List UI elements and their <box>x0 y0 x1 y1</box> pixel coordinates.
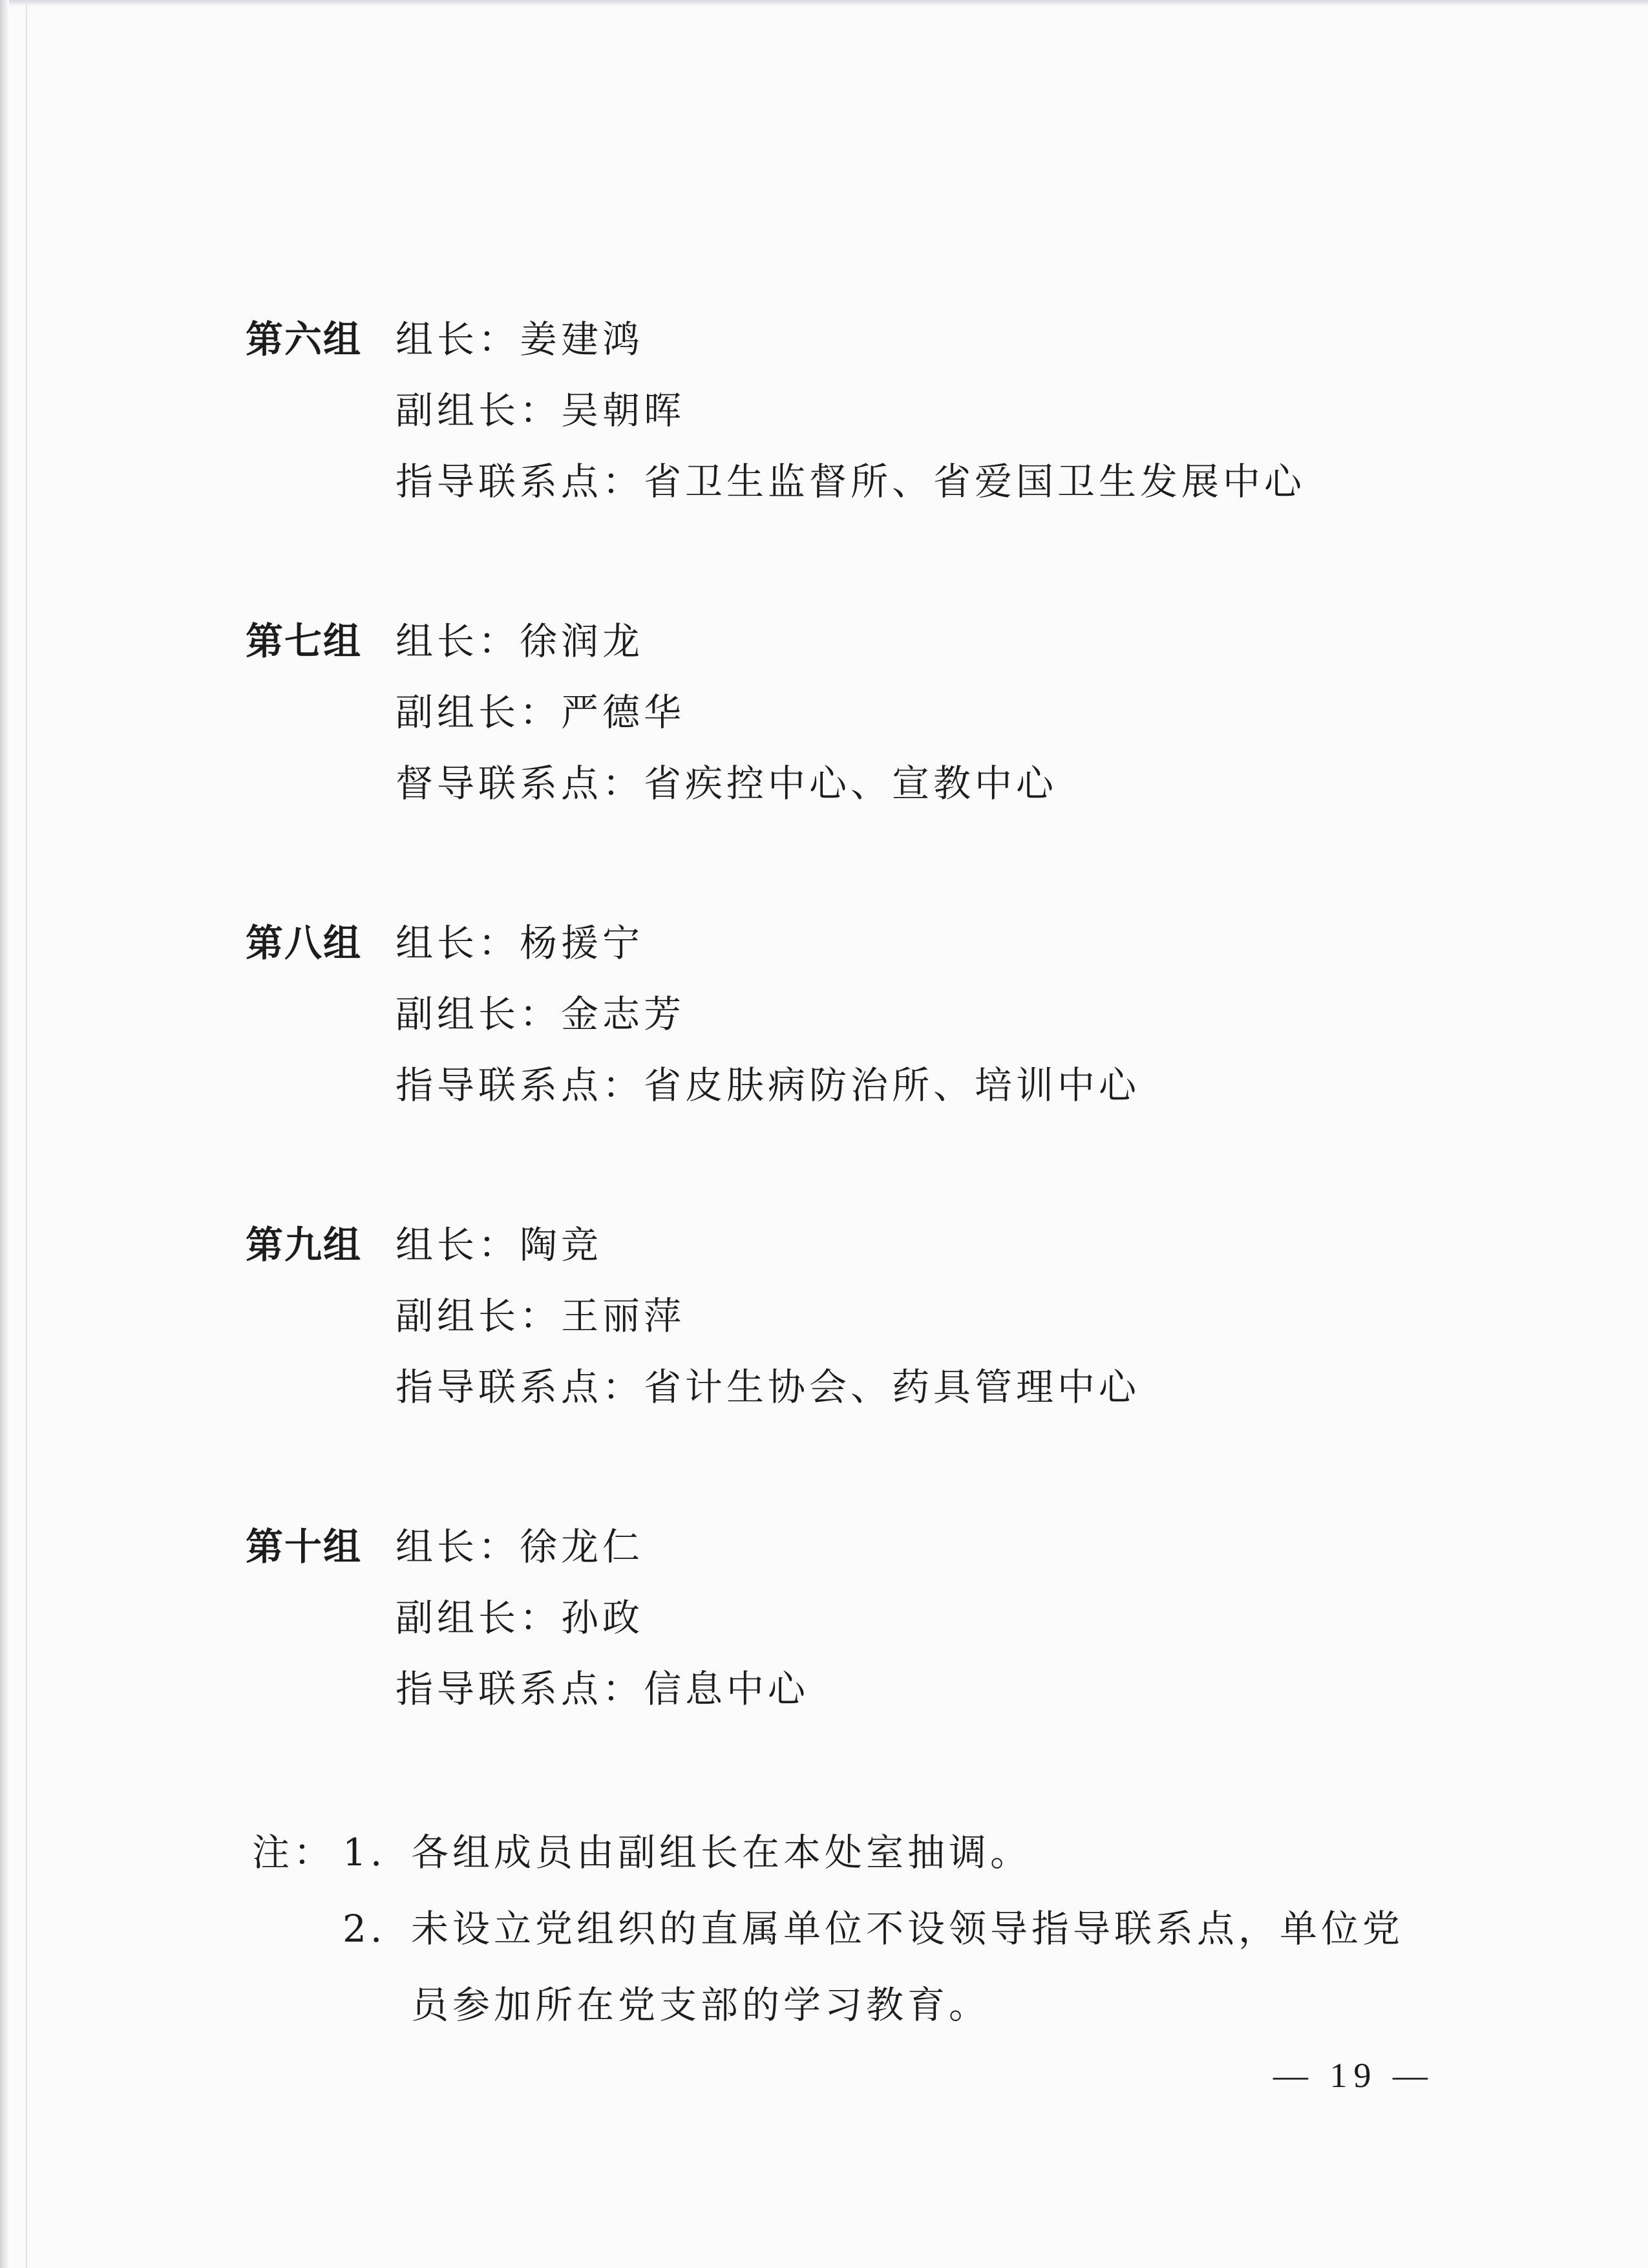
note-item-2 <box>252 1891 1480 1967</box>
group-contact: 指导联系点：省计生协会、药具管理中心 <box>396 1365 1141 1409</box>
group-8 <box>246 907 1538 1121</box>
group-title: 第九组 <box>246 1223 363 1267</box>
group-title: 第十组 <box>246 1525 363 1569</box>
group-title: 第六组 <box>246 317 363 361</box>
group-deputy-line <box>246 677 1538 748</box>
group-leader: 组长：陶竞 <box>396 1223 603 1267</box>
group-header <box>246 907 1538 979</box>
group-contact-line <box>246 446 1538 517</box>
group-deputy: 副组长：孙政 <box>396 1596 644 1640</box>
group-leader: 组长：徐润龙 <box>396 619 644 663</box>
note-text: 各组成员由副组长在本处室抽调。 <box>411 1830 1032 1874</box>
group-deputy-line <box>246 979 1538 1050</box>
group-deputy: 副组长：严德华 <box>396 690 686 734</box>
note-item-1 <box>252 1814 1480 1891</box>
note-label: 注： <box>252 1830 335 1874</box>
group-leader: 组长：徐龙仁 <box>396 1525 644 1569</box>
group-contact: 指导联系点：省皮肤病防治所、培训中心 <box>396 1063 1141 1107</box>
group-contact: 指导联系点：省卫生监督所、省爱国卫生发展中心 <box>396 460 1306 503</box>
group-9 <box>246 1209 1538 1423</box>
scan-edge-left <box>0 0 9 2268</box>
note-text: 员参加所在党支部的学习教育。 <box>411 1983 991 2027</box>
group-title: 第七组 <box>246 619 363 663</box>
group-deputy: 副组长：吴朝晖 <box>396 388 686 432</box>
group-7 <box>246 606 1538 819</box>
group-deputy-line <box>246 1582 1538 1653</box>
group-deputy: 副组长：王丽萍 <box>396 1294 686 1338</box>
group-deputy-line <box>246 1280 1538 1351</box>
group-header <box>246 1209 1538 1280</box>
note-number: 2. <box>343 1907 386 1951</box>
group-contact: 督导联系点：省疾控中心、宣教中心 <box>396 761 1058 805</box>
notes-section <box>252 1814 1480 2043</box>
group-contact-line <box>246 1050 1538 1121</box>
group-contact: 指导联系点：信息中心 <box>396 1667 810 1711</box>
note-item-2-continued <box>252 1967 1480 2043</box>
group-6 <box>246 304 1538 517</box>
group-title: 第八组 <box>246 921 363 965</box>
group-leader: 组长：杨援宁 <box>396 921 644 965</box>
scan-fold-line <box>26 0 27 2268</box>
group-header <box>246 1511 1538 1582</box>
scan-edge-top <box>0 0 1648 6</box>
group-contact-line <box>246 748 1538 819</box>
group-10 <box>246 1511 1538 1724</box>
page-number: — 19 — <box>1273 2056 1434 2095</box>
group-leader: 组长：姜建鸿 <box>396 317 644 361</box>
note-number: 1. <box>343 1830 386 1874</box>
note-text: 未设立党组织的直属单位不设领导指导联系点，单位党 <box>411 1907 1404 1951</box>
group-contact-line <box>246 1351 1538 1423</box>
group-contact-line <box>246 1653 1538 1724</box>
group-deputy: 副组长：金志芳 <box>396 992 686 1036</box>
group-header <box>246 606 1538 677</box>
group-header <box>246 304 1538 375</box>
group-deputy-line <box>246 375 1538 446</box>
